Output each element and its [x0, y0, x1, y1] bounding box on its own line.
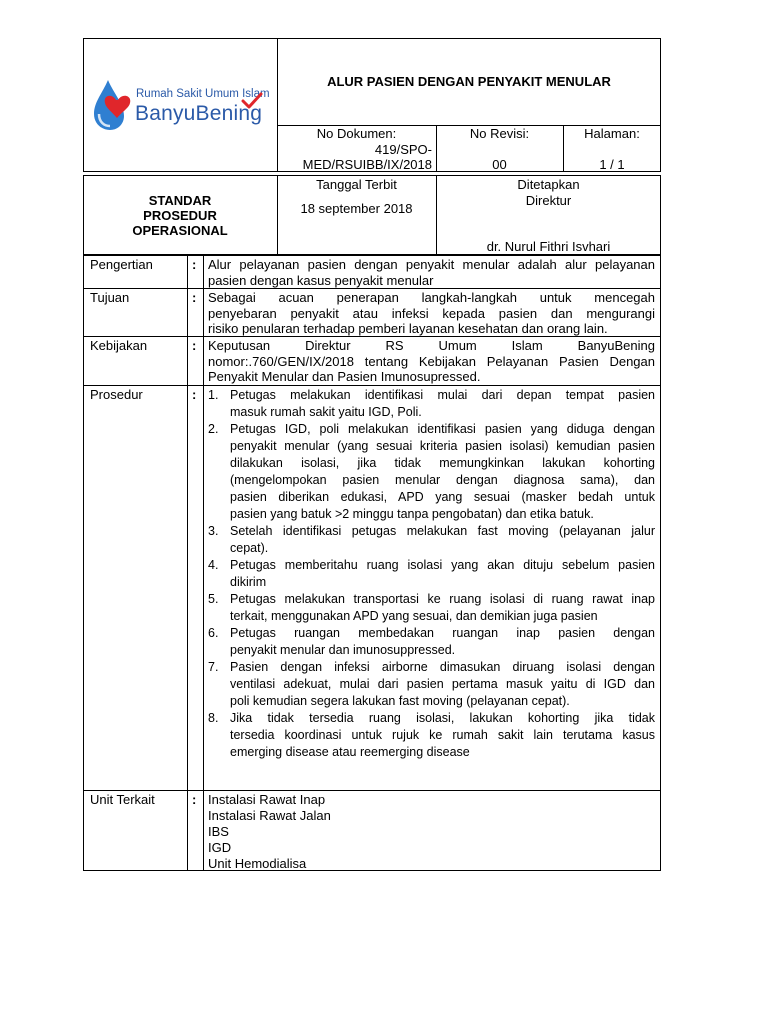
step-line: Jika tidak tersedia ruang isolasi, lakukan kohorting jika tidak: [230, 711, 655, 725]
step-line: penyakit menular dan imunosuppressed.: [230, 643, 456, 657]
step-line: tersedia koordinasi untuk rujuk ke rumah sakit lain terutama kasus: [230, 728, 655, 742]
tanggal-terbit-label: Tanggal Terbit: [316, 177, 397, 192]
step-number: 4.: [208, 558, 219, 572]
step-line: Petugas memberitahu ruang isolasi yang akan dituju sebelum pasien: [230, 558, 655, 572]
hospital-logo: [92, 76, 272, 136]
unit-item: Instalasi Rawat Inap: [208, 792, 326, 807]
step-number: 5.: [208, 592, 219, 606]
procedure-step: [208, 523, 655, 557]
prosedur-label: Prosedur: [90, 387, 143, 402]
step-number: 1.: [208, 388, 219, 402]
step-line: Petugas ruangan membedakan ruangan inap pasien dengan: [230, 626, 655, 640]
halaman-label: Halaman:: [584, 126, 640, 141]
step-line: poli kemudian segera lakukan fast moving (pelayanan cepat).: [230, 694, 570, 708]
step-line: pasien yang batuk >2 minggu tanpa pengobatan) dan etika batuk.: [230, 507, 594, 521]
procedure-step: [208, 625, 655, 659]
unit-terkait-list: [208, 792, 655, 872]
step-line: (mengelompokan pasien menular dengan diagnosa sama), dan: [230, 473, 655, 487]
direktur-label: Direktur: [525, 193, 572, 208]
procedure-step: [208, 387, 655, 421]
no-revisi-label: No Revisi:: [469, 126, 530, 141]
unit-item: Instalasi Rawat Jalan: [208, 808, 331, 823]
logo-name: BanyuBening: [135, 102, 263, 125]
procedure-step: [208, 710, 655, 761]
step-number: 3.: [208, 524, 219, 538]
direktur-name: dr. Nurul Fithri Isvhari: [486, 239, 611, 254]
no-dokumen-value-1: 419/SPO-: [374, 142, 432, 157]
no-dokumen-label: No Dokumen:: [316, 126, 397, 141]
pengertian-colon: :: [192, 257, 197, 272]
spo-label-line2: PROSEDUR: [143, 208, 217, 223]
step-number: 2.: [208, 422, 219, 436]
logo-subtitle: Rumah Sakit Umum Islam: [136, 88, 270, 100]
unit-terkait-colon: :: [192, 792, 197, 807]
kebijakan-label: Kebijakan: [90, 338, 148, 353]
ditetapkan-label: Ditetapkan: [517, 177, 580, 192]
unit-terkait-label: Unit Terkait: [90, 792, 155, 807]
step-line: Petugas IGD, poli melakukan identifikasi pasien yang diduga dengan: [230, 422, 655, 436]
step-line: Pasien dengan infeksi airborne dimasukan diruang isolasi dengan: [230, 660, 655, 674]
kebijakan-colon: :: [192, 338, 197, 353]
spo-label-line1: STANDAR: [148, 193, 212, 208]
step-line: Setelah identifikasi petugas melakukan fast moving (pelayanan jalur: [230, 524, 655, 538]
step-number: 7.: [208, 660, 219, 674]
checkmark-icon: [241, 92, 263, 110]
step-line: emerging disease atau reemerging disease: [230, 745, 470, 759]
procedure-step: [208, 557, 655, 591]
pengertian-text: Alur pelayanan pasien dengan penyakit menular adalah alur pelayanan pasien dengan kasus penyakit menular: [208, 257, 655, 288]
procedure-step: [208, 591, 655, 625]
prosedur-colon: :: [192, 387, 197, 402]
kebijakan-text: Keputusan Direktur RS Umum Islam BanyuBening nomor:.760/GEN/IX/2018 tentang Kebijakan Pelayanan Pasien Dengan Penyakit Menular dan Pasien Imunosupressed.: [208, 338, 655, 384]
step-line: ventilasi adekuat, mulai dari pasien pertama masuk yaitu di IGD dan: [230, 677, 655, 691]
step-line: terkait, menggunakan APD yang sesuai, dan demikian juga pasien: [230, 609, 598, 623]
tujuan-colon: :: [192, 290, 197, 305]
procedure-step: [208, 421, 655, 523]
water-drop-heart-icon: [92, 76, 132, 132]
step-line: penyakit menular (yang sesuai kriteria pasien isolasi) kemudian pasien: [230, 439, 655, 453]
step-line: pasien diberikan edukasi, APD yang sesuai (masker bedah untuk: [230, 490, 655, 504]
step-line: Petugas melakukan transportasi ke ruang isolasi di ruang rawat inap: [230, 592, 655, 606]
step-line: Petugas melakukan identifikasi mulai dari depan tempat pasien: [230, 388, 655, 402]
step-line: masuk rumah sakit yaitu IGD, Poli.: [230, 405, 422, 419]
tujuan-text: Sebagai acuan penerapan langkah-langkah untuk mencegah penyebaran penyakit atau infeksi kepada pasien dan mengurangi risiko penularan terhadap pemberi layanan kesehatan dan orang lain.: [208, 290, 655, 336]
spo-label-line3: OPERASIONAL: [132, 223, 228, 238]
step-number: 6.: [208, 626, 219, 640]
unit-item: IBS: [208, 824, 229, 839]
step-line: dikirim: [230, 575, 267, 589]
no-dokumen-value-2: MED/RSUIBB/IX/2018: [302, 157, 432, 172]
tujuan-label: Tujuan: [90, 290, 130, 305]
tanggal-terbit-value: 18 september 2018: [300, 201, 413, 216]
prosedur-steps: [208, 387, 655, 761]
pengertian-label: Pengertian: [90, 257, 153, 272]
step-number: 8.: [208, 711, 219, 725]
step-line: cepat).: [230, 541, 269, 555]
no-revisi-value: 00: [492, 157, 507, 172]
document-title: ALUR PASIEN DENGAN PENYAKIT MENULAR: [327, 74, 611, 89]
unit-item: IGD: [208, 840, 232, 855]
unit-item: Unit Hemodialisa: [208, 856, 307, 871]
halaman-value: 1 / 1: [599, 157, 625, 172]
step-line: dilakukan isolasi, jika tidak memungkinkan lakukan kohorting: [230, 456, 655, 470]
procedure-step: [208, 659, 655, 710]
